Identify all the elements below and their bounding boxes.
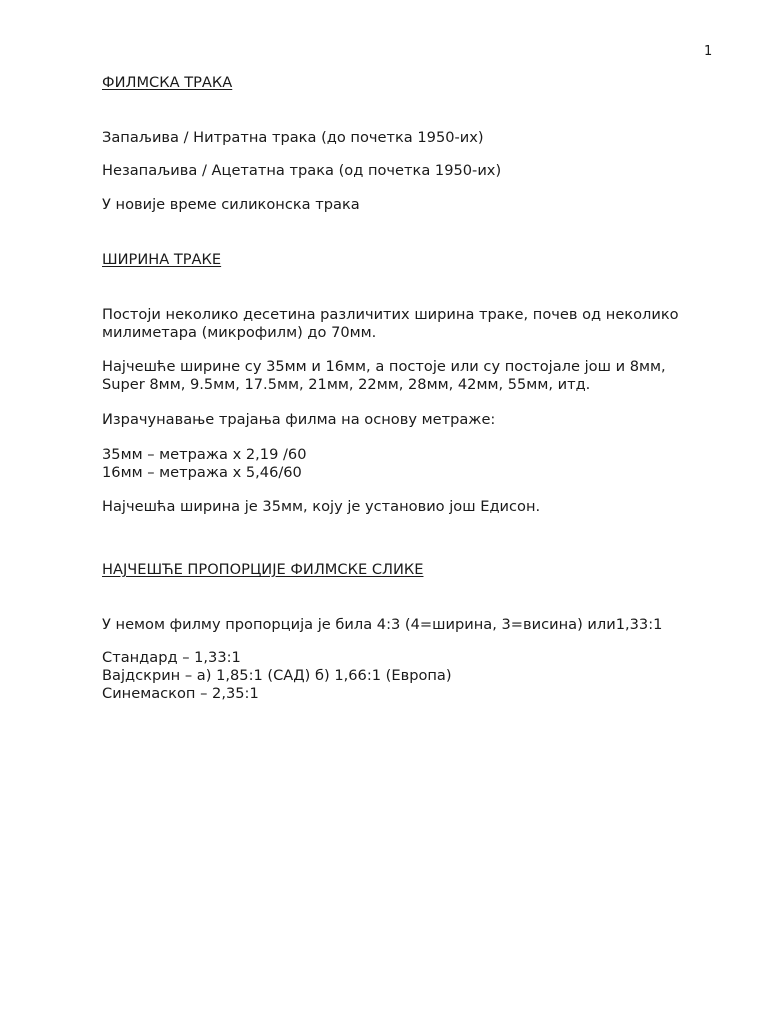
text-line: милиметара (микрофилм) до 70мм. bbox=[102, 324, 377, 341]
paragraph-nonflammable: Незапаљива / Ацетатна трака (од почетка 1950-их) bbox=[102, 162, 502, 179]
format-line: Синемаскоп – 2,35:1 bbox=[102, 685, 259, 702]
page-number: 1 bbox=[704, 44, 713, 59]
paragraph-silicone: У новије време силиконска трака bbox=[102, 196, 360, 213]
section-heading-film-strip: ФИЛМСКА ТРАКА bbox=[102, 74, 233, 91]
paragraph-silent-film: У немом филму пропорција је била 4:3 (4=ширина, 3=висина) или1,33:1 bbox=[102, 616, 663, 633]
paragraph-common-widths bbox=[102, 358, 722, 394]
paragraph-formats bbox=[102, 649, 722, 703]
section-heading-aspect-ratios: НАЈЧЕШЋЕ ПРОПОРЦИЈЕ ФИЛМСКЕ СЛИКЕ bbox=[102, 561, 424, 578]
text-line: Најчешће ширине су 35мм и 16мм, а постоје или су постојале још и 8мм, bbox=[102, 358, 666, 375]
document-body bbox=[102, 74, 722, 703]
paragraph-widths-intro bbox=[102, 306, 722, 342]
format-line: Вајдскрин – а) 1,85:1 (САД) б) 1,66:1 (Европа) bbox=[102, 667, 452, 684]
paragraph-duration-formulas bbox=[102, 446, 722, 482]
section-heading-strip-width: ШИРИНА ТРАКЕ bbox=[102, 251, 222, 268]
format-line: Стандард – 1,33:1 bbox=[102, 649, 241, 666]
paragraph-edison: Најчешћа ширина је 35мм, коју је установио још Едисон. bbox=[102, 498, 541, 515]
formula-line: 16мм – метража x 5,46/60 bbox=[102, 464, 302, 481]
paragraph-duration-calc: Израчунавање трајања филма на основу метраже: bbox=[102, 411, 496, 428]
formula-line: 35мм – метража x 2,19 /60 bbox=[102, 446, 307, 463]
text-line: Постоји неколико десетина различитих ширина траке, почев од неколико bbox=[102, 306, 679, 323]
paragraph-flammable: Запаљива / Нитратна трака (до почетка 1950-их) bbox=[102, 129, 484, 146]
text-line: Super 8мм, 9.5мм, 17.5мм, 21мм, 22мм, 28мм, 42мм, 55мм, итд. bbox=[102, 376, 591, 393]
